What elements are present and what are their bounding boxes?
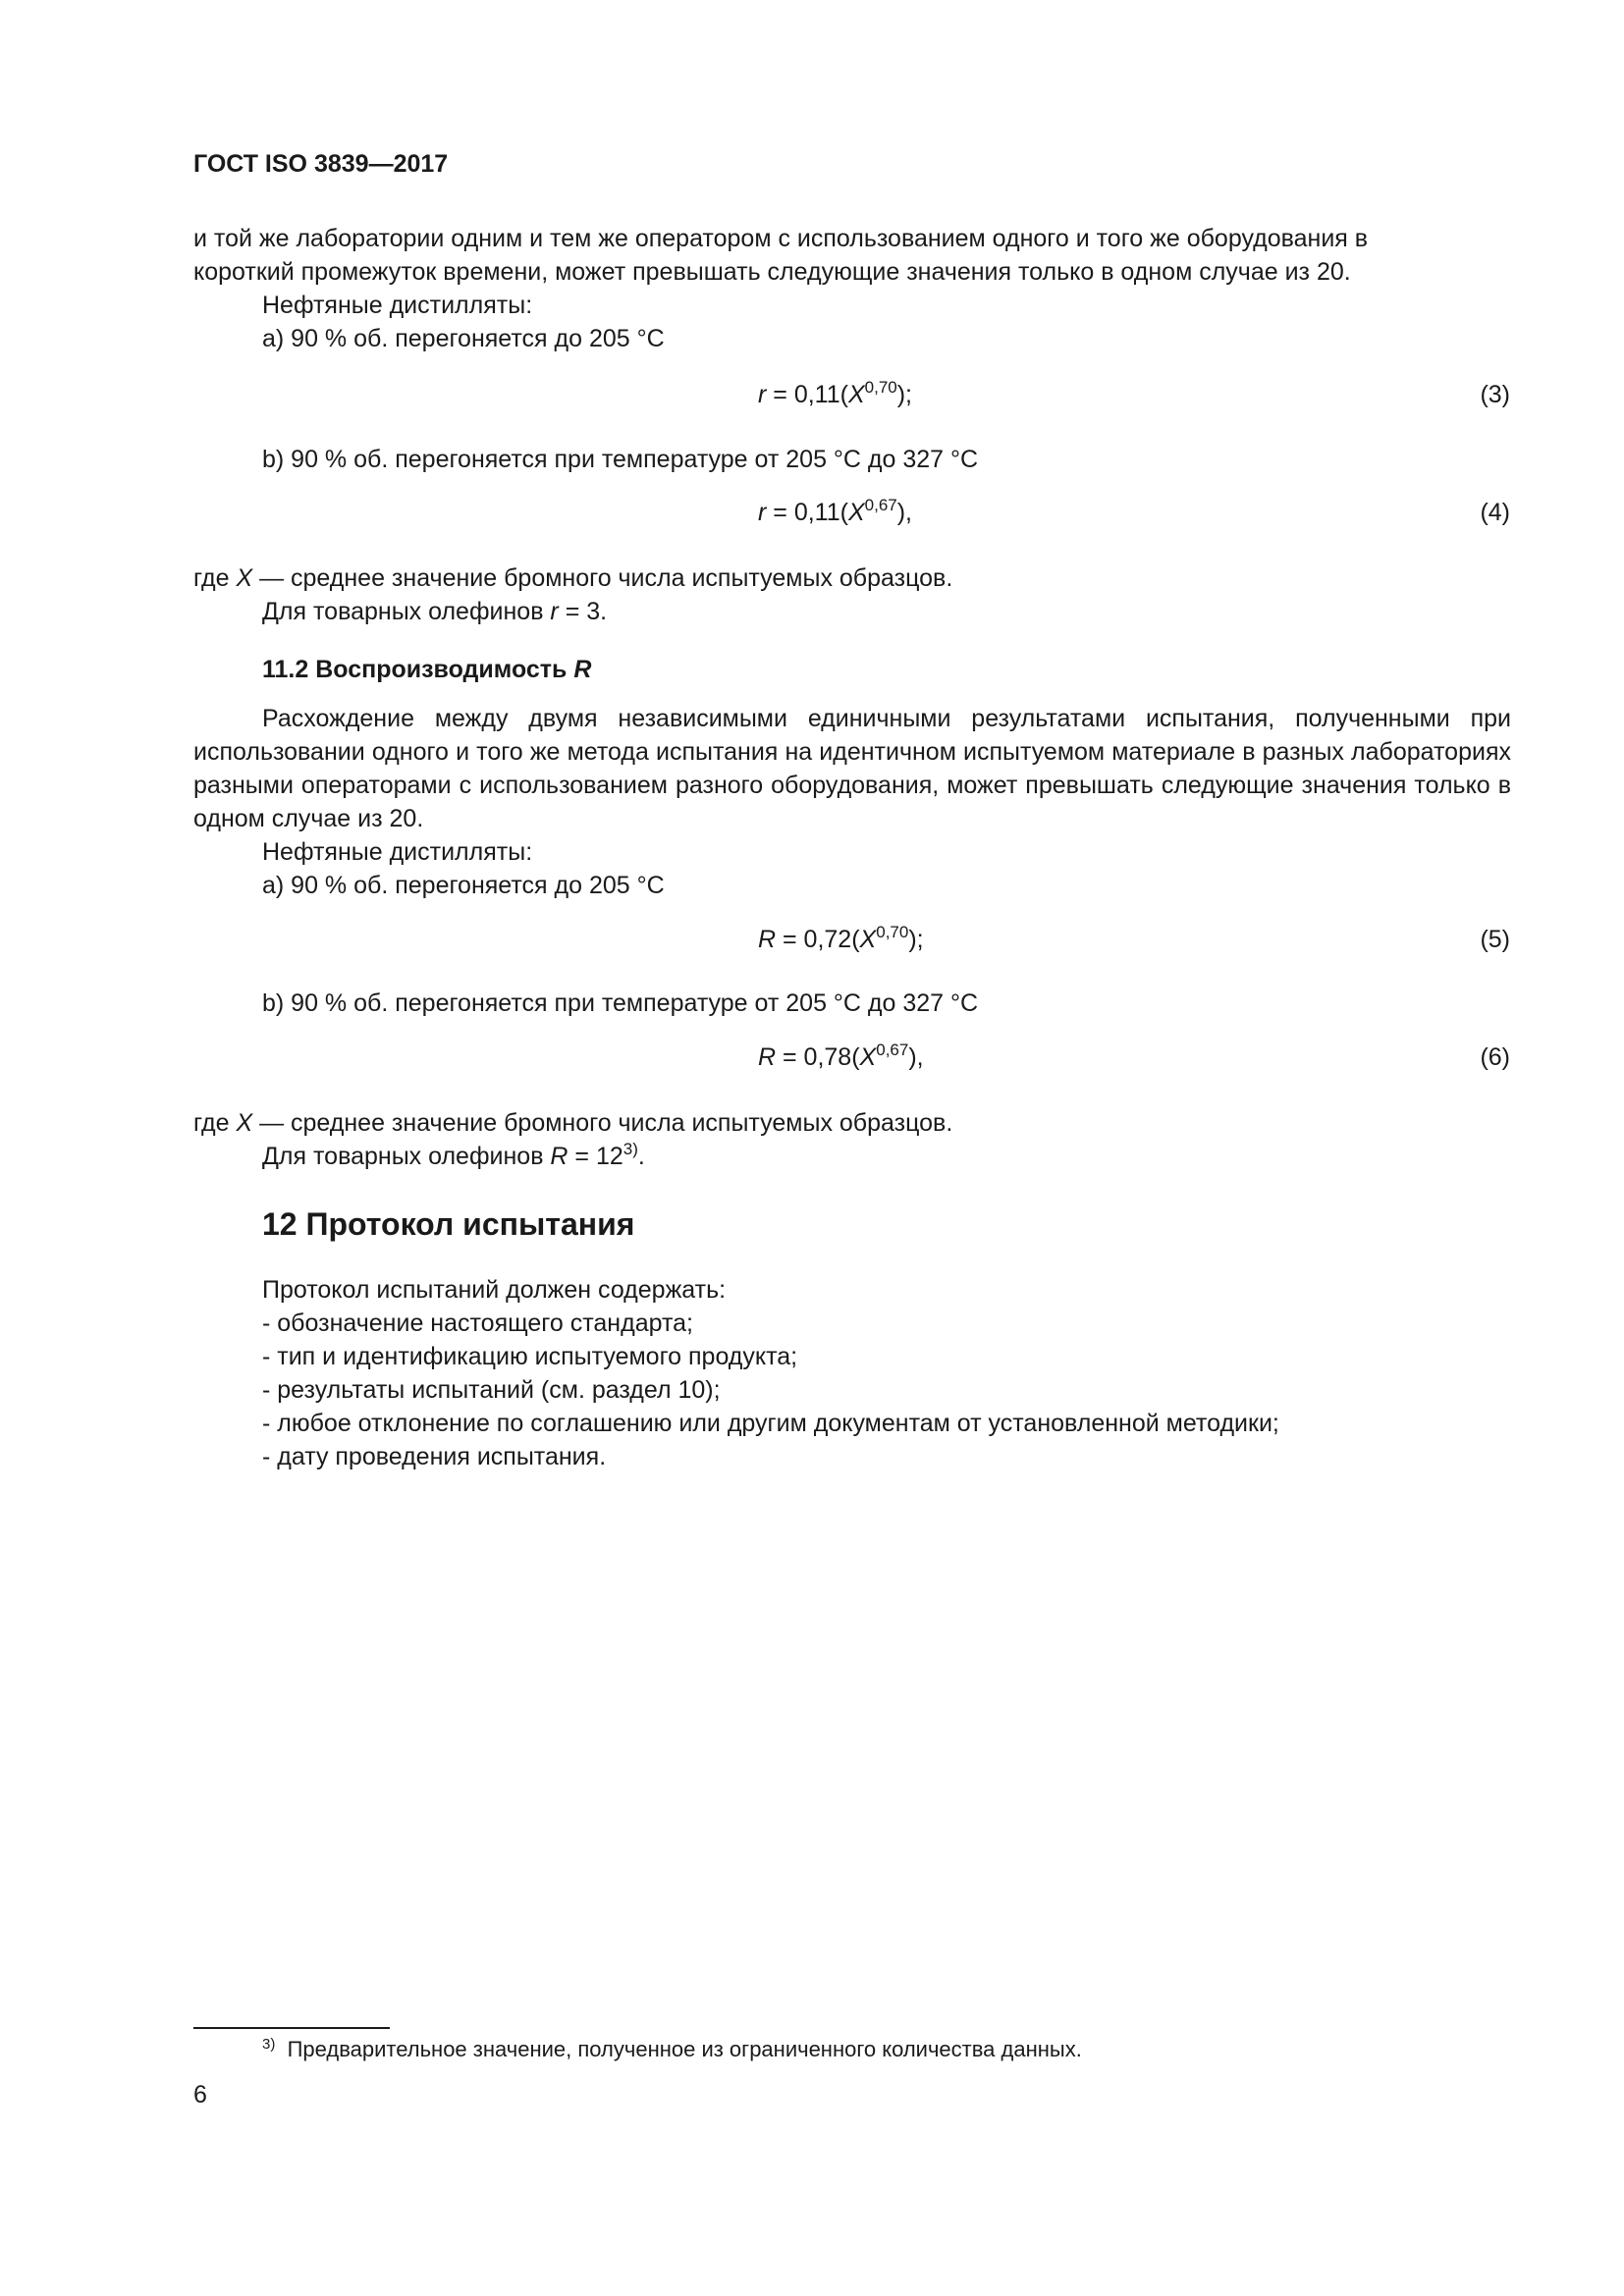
distillates-label: Нефтяные дистилляты: <box>262 292 533 319</box>
formula-lhs: r <box>758 381 767 408</box>
where-line <box>193 561 952 595</box>
formula-exponent: 0,70 <box>876 923 909 941</box>
formula-coef: = 0,11( <box>766 499 848 526</box>
formula-coef: = 0,78( <box>776 1043 860 1071</box>
item-b: b) 90 % об. перегоняется при температуре от 205 °С до 327 °С <box>262 989 979 1017</box>
footnote-divider <box>193 2027 390 2029</box>
document-header: ГОСТ ISO 3839—2017 <box>193 150 449 178</box>
footnote-ref[interactable]: 3) <box>623 1140 638 1158</box>
formula-var: X <box>859 1043 877 1071</box>
formula-exponent: 0,67 <box>876 1041 909 1059</box>
where-var: X <box>236 564 253 592</box>
formula-lhs: R <box>758 926 777 953</box>
page-number: 6 <box>193 2081 207 2109</box>
olefins-post: = 3. <box>558 598 608 625</box>
item-a: а) 90 % об. перегоняется до 205 °С <box>262 325 665 352</box>
reproducibility-paragraph <box>193 702 1511 835</box>
equation-number-5: (5) <box>1480 926 1510 953</box>
where-line <box>193 1106 952 1140</box>
formula-var: X <box>847 381 865 408</box>
formula-3 <box>758 378 912 411</box>
formula-lhs: R <box>758 1043 777 1071</box>
distillates-label: Нефтяные дистилляты: <box>262 838 533 866</box>
report-intro: Протокол испытаний должен содержать: <box>262 1276 727 1304</box>
formula-exponent: 0,70 <box>864 378 897 397</box>
report-item: - дату проведения испытания. <box>262 1443 607 1470</box>
continuation-line-1: и той же лаборатории одним и тем же оператором с использованием одного и того же оборудования в <box>193 225 1369 252</box>
footnote <box>262 2035 1082 2064</box>
equation-number-4: (4) <box>1480 499 1510 526</box>
where-var: X <box>236 1109 253 1137</box>
olefins-pre: Для товарных олефинов <box>262 598 551 625</box>
section-11-2-heading <box>262 653 591 686</box>
equation-number-3: (3) <box>1480 381 1510 408</box>
item-a: а) 90 % об. перегоняется до 205 °С <box>262 872 665 899</box>
olefins-var: r <box>550 598 559 625</box>
continuation-line-2: короткий промежуток времени, может превышать следующие значения только в одном случае из 20. <box>193 258 1351 286</box>
report-item: - результаты испытаний (см. раздел 10); <box>262 1376 721 1404</box>
report-item: - обозначение настоящего стандарта; <box>262 1309 693 1337</box>
formula-end: ), <box>896 499 913 526</box>
report-item: - тип и идентификацию испытуемого продукта; <box>262 1343 798 1370</box>
olefins-var: R <box>550 1143 568 1170</box>
footnote-text: Предварительное значение, полученное из ограниченного количества данных. <box>287 2037 1082 2061</box>
report-item: - любое отклонение по соглашению или другим документам от установленной методики; <box>262 1410 1279 1437</box>
where-pre: где <box>193 1109 237 1137</box>
formula-var: X <box>859 926 877 953</box>
where-post: — среднее значение бромного числа испытуемых образцов. <box>252 1109 953 1137</box>
paragraph-text: Расхождение между двумя независимыми единичными результатами испытания, полученными при использовании одного и того же метода испытания на идентичном испытуемом материале в разных лабораториях разными операторами с использованием разного оборудования, может превышать следующие значения только в одном случае из 20. <box>193 705 1511 832</box>
formula-end: ); <box>896 381 913 408</box>
olefins-line <box>262 1140 645 1173</box>
formula-end: ); <box>908 926 924 953</box>
formula-4 <box>758 496 912 529</box>
formula-var: X <box>847 499 865 526</box>
formula-end: ), <box>908 1043 924 1071</box>
olefins-value: = 12 <box>568 1143 623 1170</box>
heading-var: R <box>573 656 592 683</box>
formula-coef: = 0,72( <box>776 926 860 953</box>
formula-lhs: r <box>758 499 767 526</box>
where-pre: где <box>193 564 237 592</box>
olefins-post: . <box>637 1143 645 1170</box>
where-post: — среднее значение бромного числа испытуемых образцов. <box>252 564 953 592</box>
section-12-heading: 12 Протокол испытания <box>262 1206 635 1242</box>
olefins-pre: Для товарных олефинов <box>262 1143 551 1170</box>
formula-5 <box>758 923 924 956</box>
footnote-mark: 3) <box>262 2036 276 2053</box>
item-b: b) 90 % об. перегоняется при температуре от 205 °С до 327 °С <box>262 446 979 473</box>
equation-number-6: (6) <box>1480 1043 1510 1071</box>
olefins-line <box>262 595 607 628</box>
formula-exponent: 0,67 <box>864 496 897 514</box>
heading-text: 11.2 Воспроизводимость <box>262 656 574 683</box>
formula-6 <box>758 1041 924 1074</box>
formula-coef: = 0,11( <box>766 381 848 408</box>
